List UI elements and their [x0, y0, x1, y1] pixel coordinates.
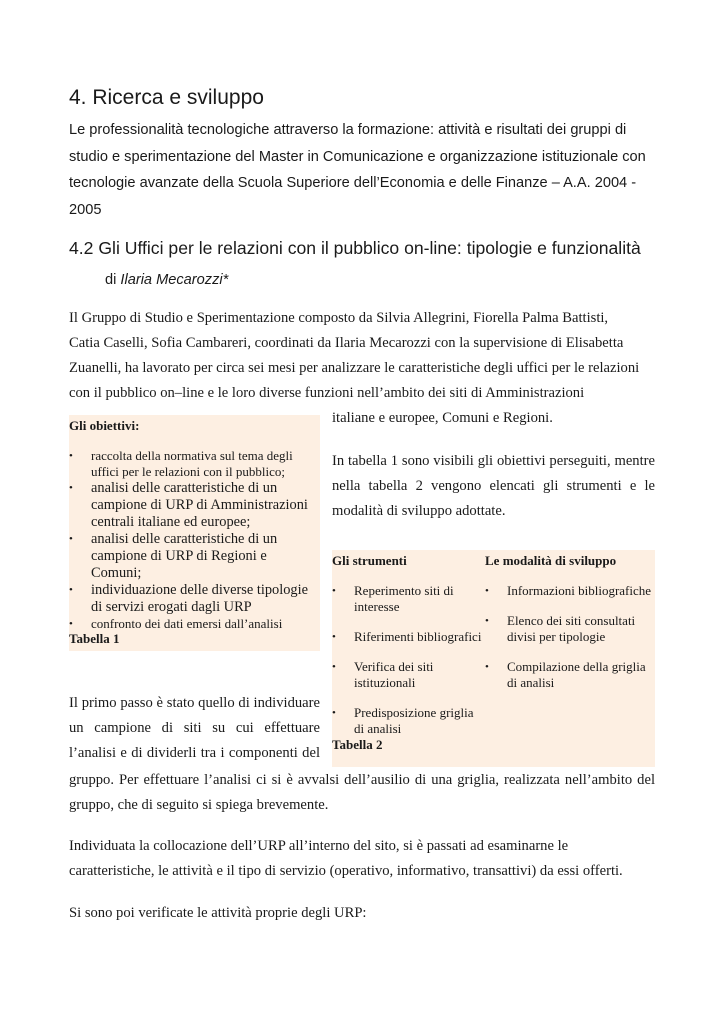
- author-name: Ilaria Mecarozzi*: [120, 272, 229, 288]
- table-1-title: Gli obiettivi:: [69, 418, 140, 433]
- paragraph-line: l’analisi e di dividerli tra i componenti del: [69, 745, 320, 761]
- paragraph-line: Si sono poi verificate le attività proprie degli URP:: [69, 905, 367, 921]
- document-subtitle: Le professionalità tecnologiche attraverso la formazione: attività e risultati dei gruppi di studio e sperimentazione del Master in Comunicazione e organizzazione istituzionale con tecnologie avanzate della Scuola Superiore dell’Economia e delle Finanze – A.A. 2004 - 2005: [69, 122, 646, 218]
- development-modes-list: [485, 583, 655, 691]
- development-mode-item: • Informazioni bibliografiche: [485, 583, 655, 599]
- tabella-text-line: nella tabella 2 vengono elencati gli strumenti e le: [332, 478, 655, 494]
- objectives-list: [69, 448, 320, 632]
- tabella-text-line: In tabella 1 sono visibili gli obiettivi perseguiti, mentre: [332, 453, 655, 469]
- paragraph-line: caratteristiche, le attività e il tipo di servizio (operativo, informativo, transattivi) da essi offerti.: [69, 863, 623, 879]
- table-2: [332, 550, 655, 767]
- paragraph-line: un campione di siti su cui effettuare: [69, 720, 320, 736]
- section-title: 4.2 Gli Uffici per le relazioni con il pubblico on-line: tipologie e funzionalità: [69, 238, 641, 258]
- table-1-caption: Tabella 1: [69, 631, 120, 646]
- intro-line: Il Gruppo di Studio e Sperimentazione composto da Silvia Allegrini, Fiorella Palma Battisti,: [69, 310, 609, 326]
- objective-item: • analisi delle caratteristiche di un campione di URP di Regioni e Comuni;: [69, 531, 320, 582]
- objective-item: • raccolta della normativa sul tema degli uffici per le relazioni con il pubblico;: [69, 448, 320, 480]
- intro-line: con il pubblico on–line e le loro diverse funzioni nell’ambito dei siti di Amministrazioni: [69, 385, 585, 401]
- tool-item: • Reperimento siti di interesse: [332, 583, 484, 615]
- author-line: [105, 272, 228, 288]
- tool-item: • Predisposizione griglia di analisi: [332, 705, 484, 737]
- development-mode-item: • Elenco dei siti consultati divisi per tipologie: [485, 613, 655, 645]
- tools-list: [332, 583, 484, 737]
- table-1: [69, 415, 320, 651]
- intro-line: Catia Caselli, Sofia Cambareri, coordinati da Ilaria Mecarozzi con la supervisione di Elisabetta: [69, 335, 624, 351]
- development-mode-item: • Compilazione della griglia di analisi: [485, 659, 655, 691]
- objective-item: • confronto dei dati emersi dall’analisi: [69, 616, 320, 632]
- objective-item: • analisi delle caratteristiche di un campione di URP di Amministrazioni centrali italiane ed europee;: [69, 480, 320, 531]
- tool-item: • Verifica dei siti istituzionali: [332, 659, 484, 691]
- table-2-col2-title: Le modalità di sviluppo: [485, 553, 617, 568]
- paragraph-line: Il primo passo è stato quello di individuare: [69, 695, 320, 711]
- paragraph-line: gruppo, che di seguito si spiega brevemente.: [69, 797, 329, 813]
- intro-line: Zuanelli, ha lavorato per circa sei mesi per analizzare le caratteristiche degli uffici per le relazioni: [69, 360, 640, 376]
- intro-line: italiane e europee, Comuni e Regioni.: [332, 410, 553, 426]
- table-2-col1-title: Gli strumenti: [332, 553, 407, 568]
- paragraph-line: Individuata la collocazione dell’URP all’interno del sito, si è passati ad esaminarne le: [69, 838, 569, 854]
- table-2-caption: Tabella 2: [332, 737, 383, 752]
- tabella-text-line: modalità di sviluppo adottate.: [332, 503, 506, 519]
- tool-item: • Riferimenti bibliografici: [332, 629, 484, 645]
- page-heading: 4. Ricerca e sviluppo: [69, 86, 264, 109]
- paragraph-line: gruppo. Per effettuare l’analisi ci si è avvalsi dell’ausilio di una griglia, realizzata nell’ambito del: [69, 772, 655, 788]
- objective-item: • individuazione delle diverse tipologie di servizi erogati dagli URP: [69, 582, 320, 616]
- author-prefix: di: [105, 272, 117, 288]
